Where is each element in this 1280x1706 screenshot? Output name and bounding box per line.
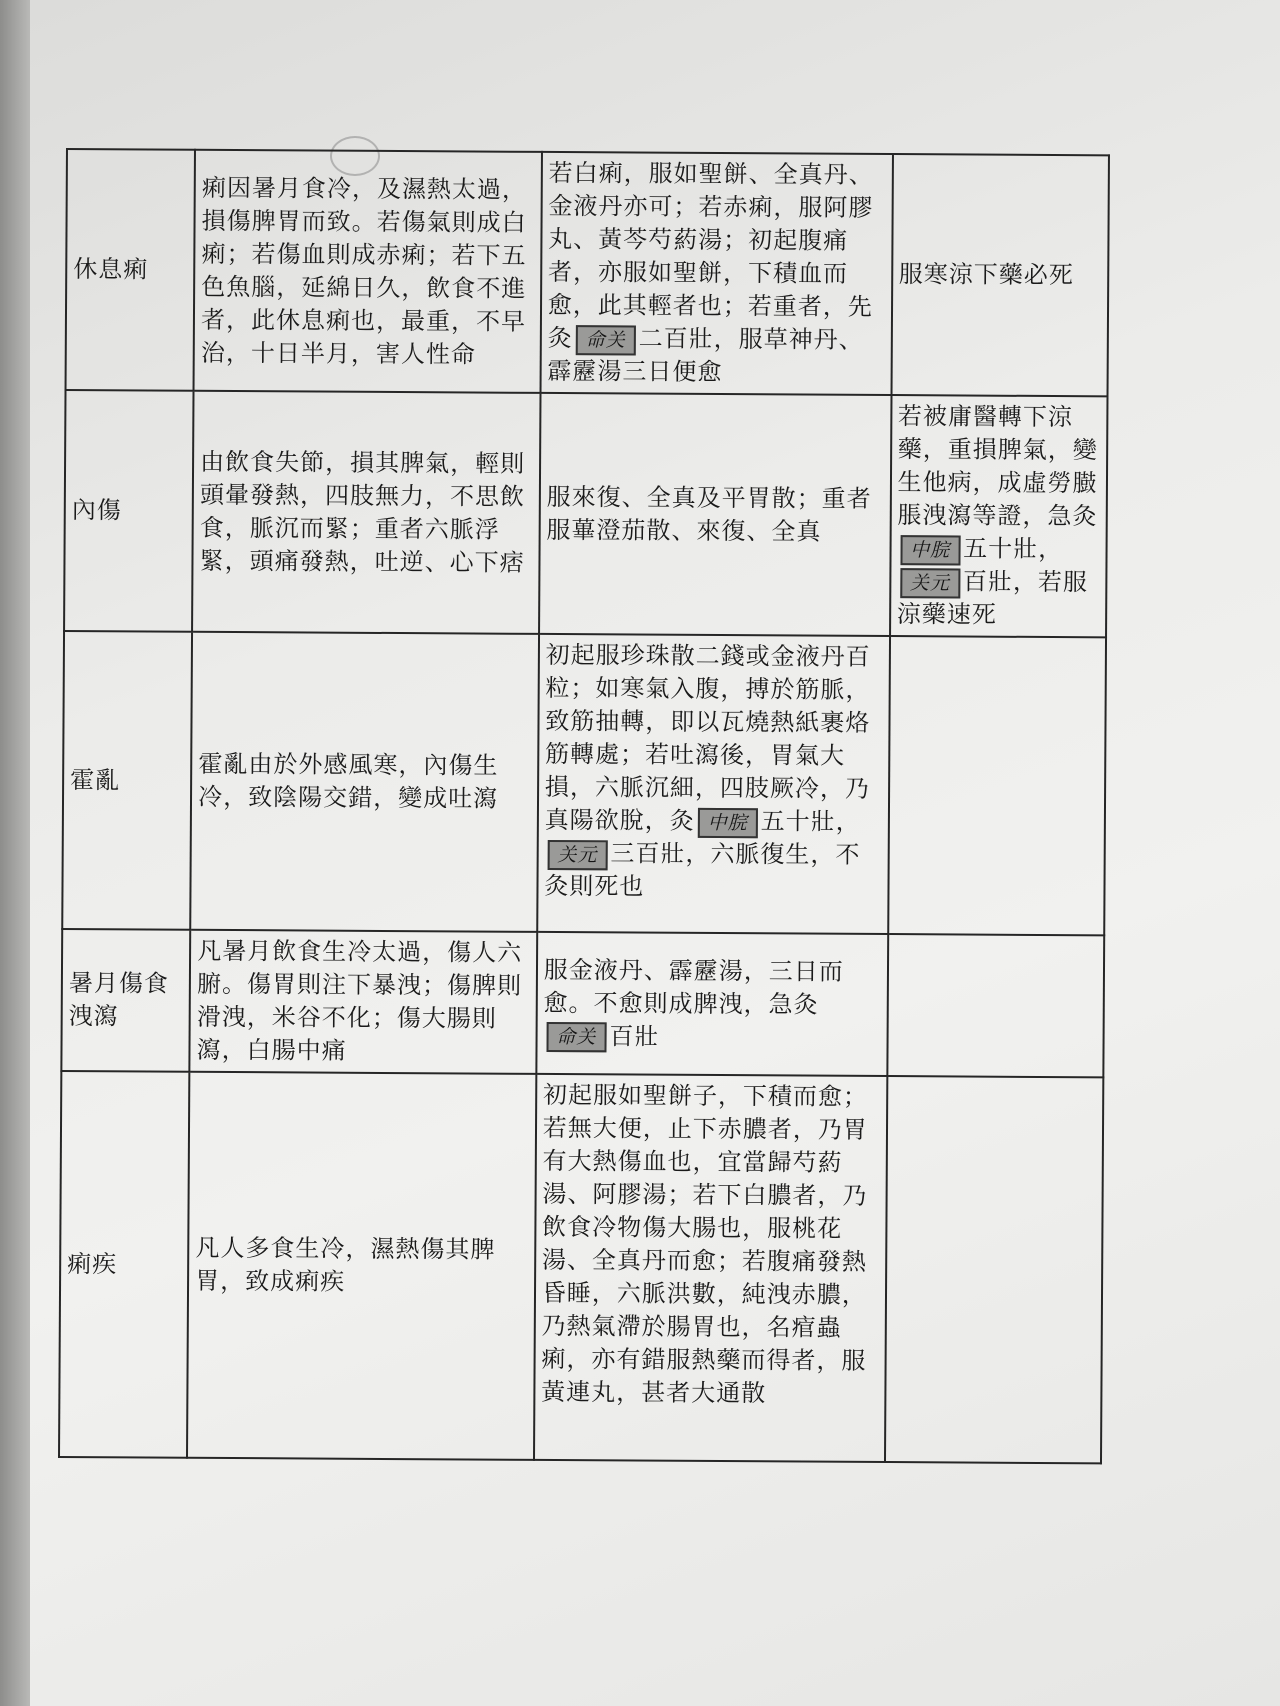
condition-treatment [537,634,890,934]
condition-treatment [539,393,891,636]
text-segment: 五十壯， [760,807,861,836]
condition-name: 痢疾 [59,1071,189,1458]
text-segment: 初起服如聖餅子，下積而愈；若無大便，止下赤膿者，乃胃有大熱傷血也，宜當歸芍葯湯、阿膠湯；若下白膿者，乃飲食冷物傷大腸也，服桃花湯、全真丹而愈；若腹痛發熱昏睡，六脈洪數，純洩赤膿，乃熱氣滯於腸胃也，名痯蟲痢，亦有錯服熱藥而得者，服黃連丸，甚者大通散 [541,1080,869,1408]
acupoint-stamp: 中脘 [900,535,960,565]
table-row [61,929,1104,1077]
text-segment: 若白痢，服如聖餅、全真丹、金液丹亦可；若赤痢，服阿膠丸、黃芩芍葯湯；初起腹痛者，亦服如聖餅，下積血而愈，此其輕者也；若重者，先灸 [547,158,874,353]
text-segment: 二百壯，服草神丹、霹靂湯三日便愈 [547,324,864,387]
condition-treatment [534,1074,887,1462]
condition-note [891,154,1109,396]
condition-cause: 由飲食失節，損其脾氣，輕則頭暈發熱，四肢無力，不思飲食，脈沉而緊；重者六脈浮緊，頭痛發熱，吐逆、心下痞 [192,391,540,634]
text-segment: 服來復、全真及平胃散；重者服蓽澄茄散、來復、全真 [546,482,872,546]
condition-cause: 霍亂由於外感風寒，內傷生冷，致陰陽交錯，變成吐瀉 [190,632,538,932]
text-segment: 服金液丹、霹靂湯，三日而愈。不愈則成脾洩，急灸 [543,955,844,1019]
symptom-treatment-table [58,148,1110,1464]
condition-note [887,934,1104,1077]
condition-cause: 凡人多食生冷，濕熱傷其脾胃，致成痢疾 [187,1072,536,1460]
condition-name: 休息痢 [66,149,196,391]
condition-treatment [536,932,888,1076]
acupoint-stamp: 关元 [900,568,960,598]
table-body [59,149,1109,1463]
text-segment: 百壯，若服涼藥速死 [896,567,1089,629]
condition-cause: 痢因暑月食冷，及濕熱太過，損傷脾胃而致。若傷氣則成白痢；若傷血則成赤痢；若下五色魚腦，延綿日久，飲食不進者，此休息痢也，最重，不早治，十日半月，害人性命 [194,150,542,393]
table-row [64,390,1107,637]
condition-treatment [540,152,892,395]
table-row [66,149,1109,396]
acupoint-stamp: 关元 [547,839,607,869]
condition-note [885,1076,1104,1463]
acupoint-stamp: 中脘 [698,807,758,837]
table-row [59,1071,1103,1463]
condition-cause: 凡暑月飲食生冷太過，傷人六腑。傷胃則注下暴洩；傷脾則滑洩，米谷不化；傷大腸則瀉，白腸中痛 [189,930,536,1074]
condition-note [888,636,1106,935]
condition-name: 暑月傷食洩瀉 [61,929,190,1072]
acupoint-stamp: 命关 [546,1022,606,1052]
text-segment: 若被庸醫轉下涼藥，重損脾氣，變生他病，成虛勞臌脹洩瀉等證，急灸 [897,402,1098,531]
text-segment: 五十壯， [963,534,1064,564]
condition-note [890,395,1108,637]
text-segment: 百壯 [609,1021,660,1051]
text-segment: 初起服珍珠散二錢或金液丹百粒；如寒氣入腹，搏於筋脈，致筋抽轉，即以瓦燒熱紙裹烙筋轉處；若吐瀉後，胃氣大損，六脈沉細，四肢厥冷，乃真陽欲脫，灸 [544,640,871,835]
condition-name: 霍亂 [62,631,192,930]
table-row [62,631,1106,935]
text-segment: 服寒涼下藥必死 [898,260,1074,290]
text-segment: 三百壯，六脈復生，不灸則死也 [544,839,861,901]
condition-name: 內傷 [64,390,194,632]
acupoint-stamp: 命关 [576,325,636,355]
